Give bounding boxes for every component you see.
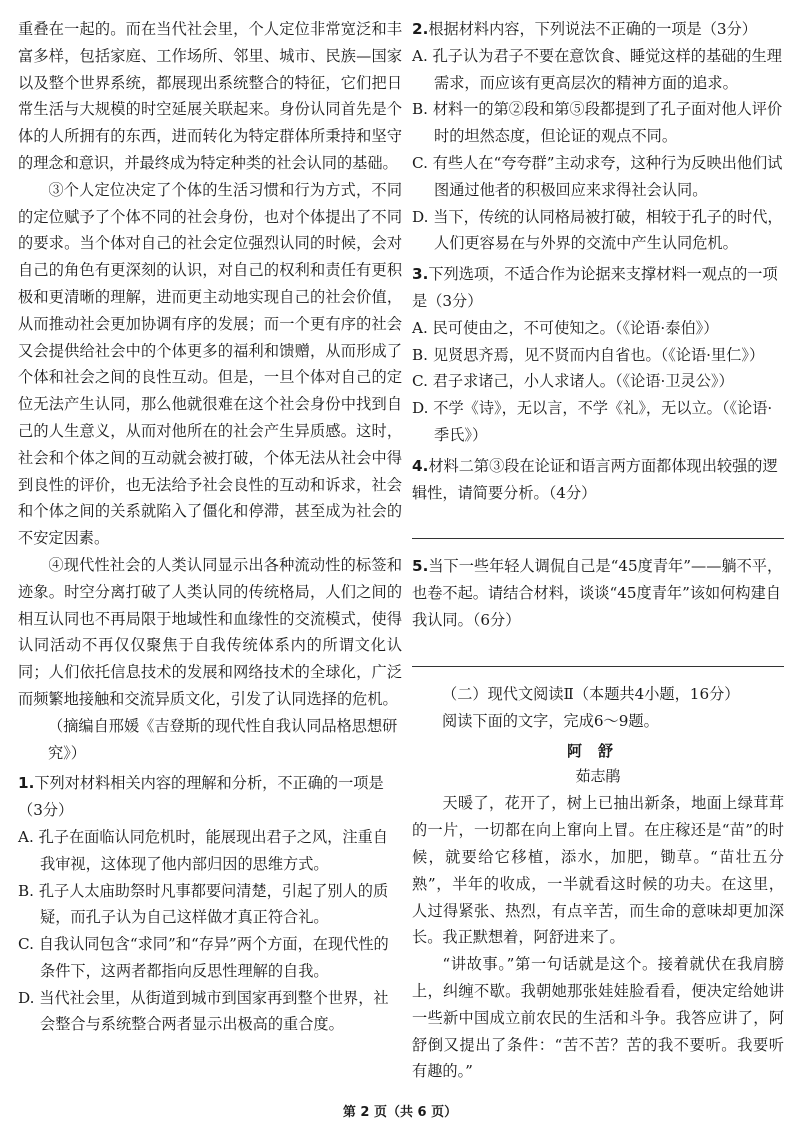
passage-paragraph-2-continued: 重叠在一起的。而在当代社会里，个人定位非常宽泛和丰富多样，包括家庭、工作场所、邻里、城市、民族—国家以及整个世界系统，都展现出系统整合的特征，它们把日常生活与大规模的时空延展关联起来。身份认同首先是个体的人所拥有的东西，进而转化为特定群体所秉持和坚守的理念和意识，并最终成为特定种类的社会认同的基础。 bbox=[18, 20, 402, 172]
question-4-text: 材料二第③段在论证和语言两方面都体现出较强的逻辑性，请简要分析。（4分） bbox=[412, 456, 778, 502]
passage-paragraph-4: ④现代性社会的人类认同显示出各种流动性的标签和迹象。时空分离打破了人类认同的传统格局，人们之间的相互认同也不再局限于地域性和血缘性的交流模式，使得认同活动不再仅仅聚焦于自我传统体系内的所谓文化认同；人们依托信息技术的发展和网络技术的全球化，广泛而频繁地接触和交流异质文化，引发了认同选择的危机。 bbox=[18, 555, 402, 708]
question-2-text: 根据材料内容，下列说法不正确的一项是（3分） bbox=[428, 20, 757, 38]
question-2-option-c: C. 有些人在“夸夸群”主动求夸，这种行为反映出他们试图通过他者的积极回应来求得社会认同。 bbox=[412, 153, 783, 199]
question-3-text: 下列选项，不适合作为论据来支撑材料一观点的一项是（3分） bbox=[412, 265, 778, 310]
question-1-option-b: B. 孔子人太庙助祭时凡事都要问清楚，引起了别人的质疑，而孔子认为自己这样做才真正符合礼。 bbox=[18, 881, 389, 927]
question-4-answer-line[interactable] bbox=[412, 514, 784, 539]
story-title: 阿舒 bbox=[566, 742, 629, 761]
question-3 bbox=[412, 261, 784, 449]
question-2-number: 2. bbox=[412, 20, 429, 38]
section-instruction: 阅读下面的文字，完成6～9题。 bbox=[442, 711, 659, 730]
passage-paragraph-3: ③个人定位决定了个体的生活习惯和行为方式，不同的定位赋予了个体不同的社会身份，也对个体提出了不同的要求。当个体对自己的社会定位强烈认同的时候，会对自己的角色有更深刻的认识，对自己的权利和责任有更积极和更清晰的理解，进而更主动地实现自己的社会价值，从而推动社会更加协调有序的发展；而一个更有序的社会又会提供给社会中的个体更多的福利和馈赠，从而形成了个体和社会之间的良性互动。但是，一旦个体对自己的定位无法产生认同，那么他就很难在这个社会身份中找到自己的人生意义，从而对他所在的社会产生异质感。这时，社会和个体之间的互动就会被打破，个体无法从社会中得到良性的评价，也无法给予社会良性的互动和诉求，社会和个体之间的关系就陷入了僵化和停滞，甚至成为社会的不安定因素。 bbox=[18, 180, 402, 548]
question-5-answer-line[interactable] bbox=[412, 642, 784, 667]
story-paragraph-1: 天暖了，花开了，树上已抽出新条，地面上绿茸茸的一片，一切都在向上窜向上冒。在庄稼还是“苗”的时候，就要给它移植，添水，加肥，锄草。“苗壮五分熟”，半年的收成，一半就看这时候的功夫。在这里，人过得紧张、热烈，有点辛苦，而生命的意味却更加深长。我正默想着，阿舒进来了。 bbox=[412, 794, 784, 947]
question-1 bbox=[18, 770, 402, 1038]
question-5-number: 5. bbox=[412, 557, 429, 576]
question-3-option-b: B. 见贤思齐焉，见不贤而内自省也。（《论语·里仁》） bbox=[412, 345, 765, 364]
question-3-option-a: A. 民可使由之，不可使知之。（《论语·泰伯》） bbox=[412, 318, 719, 337]
page-footer: 第 2 页（共 6 页） bbox=[342, 1105, 458, 1120]
passage-source: （摘编自邢媛《吉登斯的现代性自我认同品格思想研究》） bbox=[48, 716, 398, 762]
story-author: 茹志鹃 bbox=[575, 767, 621, 786]
question-3-number: 3. bbox=[412, 265, 429, 284]
section-heading: （二）现代文阅读Ⅱ（本题共4小题，16分） bbox=[442, 684, 740, 703]
question-1-text: 下列对材料相关内容的理解和分析，不正确的一项是（3分） bbox=[18, 774, 384, 820]
question-2-option-a: A. 孔子认为君子不要在意饮食、睡觉这样的基础的生理需求，而应该有更高层次的精神方面的追求。 bbox=[412, 46, 782, 92]
question-2-option-b: B. 材料一的第②段和第⑤段都提到了孔子面对他人评价时的坦然态度，但论证的观点不同。 bbox=[412, 100, 783, 146]
question-4 bbox=[412, 453, 784, 540]
question-5-text: 当下一些年轻人调侃自己是“45度青年”——躺不平，也卷不起。请结合材料，谈谈“45度青年”该如何构建自我认同。（6分） bbox=[412, 557, 783, 629]
right-column bbox=[412, 16, 784, 1085]
question-4-stem bbox=[412, 453, 784, 507]
question-1-stem bbox=[18, 770, 402, 824]
question-1-option-c: C. 自我认同包含“求同”和“存异”两个方面，在现代性的条件下，这两者都指向反思性理解的自我。 bbox=[18, 935, 389, 980]
question-1-number: 1. bbox=[18, 774, 35, 793]
question-3-option-d: D. 不学《诗》，无以言，不学《礼》，无以立。（《论语·季氏》） bbox=[412, 399, 773, 444]
question-3-stem bbox=[412, 261, 784, 315]
question-2-stem bbox=[412, 16, 784, 43]
question-1-option-d: D. 当代社会里，从街道到城市到国家再到整个世界，社会整合与系统整合两者显示出极高的重合度。 bbox=[18, 988, 389, 1034]
question-3-option-c: C. 君子求诸己，小人求诸人。（《论语·卫灵公》） bbox=[412, 372, 734, 391]
question-1-option-a: A. 孔子在面临认同危机时，能展现出君子之风，注重自我审视，这体现了他内部归因的思维方式。 bbox=[18, 827, 388, 873]
question-2 bbox=[412, 16, 784, 257]
question-5 bbox=[412, 553, 784, 666]
question-2-option-d: D. 当下，传统的认同格局被打破，相较于孔子的时代，人们更容易在与外界的交流中产生认同危机。 bbox=[412, 207, 783, 253]
question-4-number: 4. bbox=[412, 456, 429, 475]
story-paragraph-2: “讲故事。”第一句话就是这个。接着就伏在我肩膀上，纠缠不歇。我朝她那张娃娃脸看看，便决定给她讲一些新中国成立前农民的生活和斗争。我答应讲了，阿舒倒又提出了条件：“苦不苦？苦的我不要听。我要听有趣的。” bbox=[412, 955, 784, 1081]
question-5-stem bbox=[412, 553, 784, 633]
left-column bbox=[18, 16, 402, 1038]
